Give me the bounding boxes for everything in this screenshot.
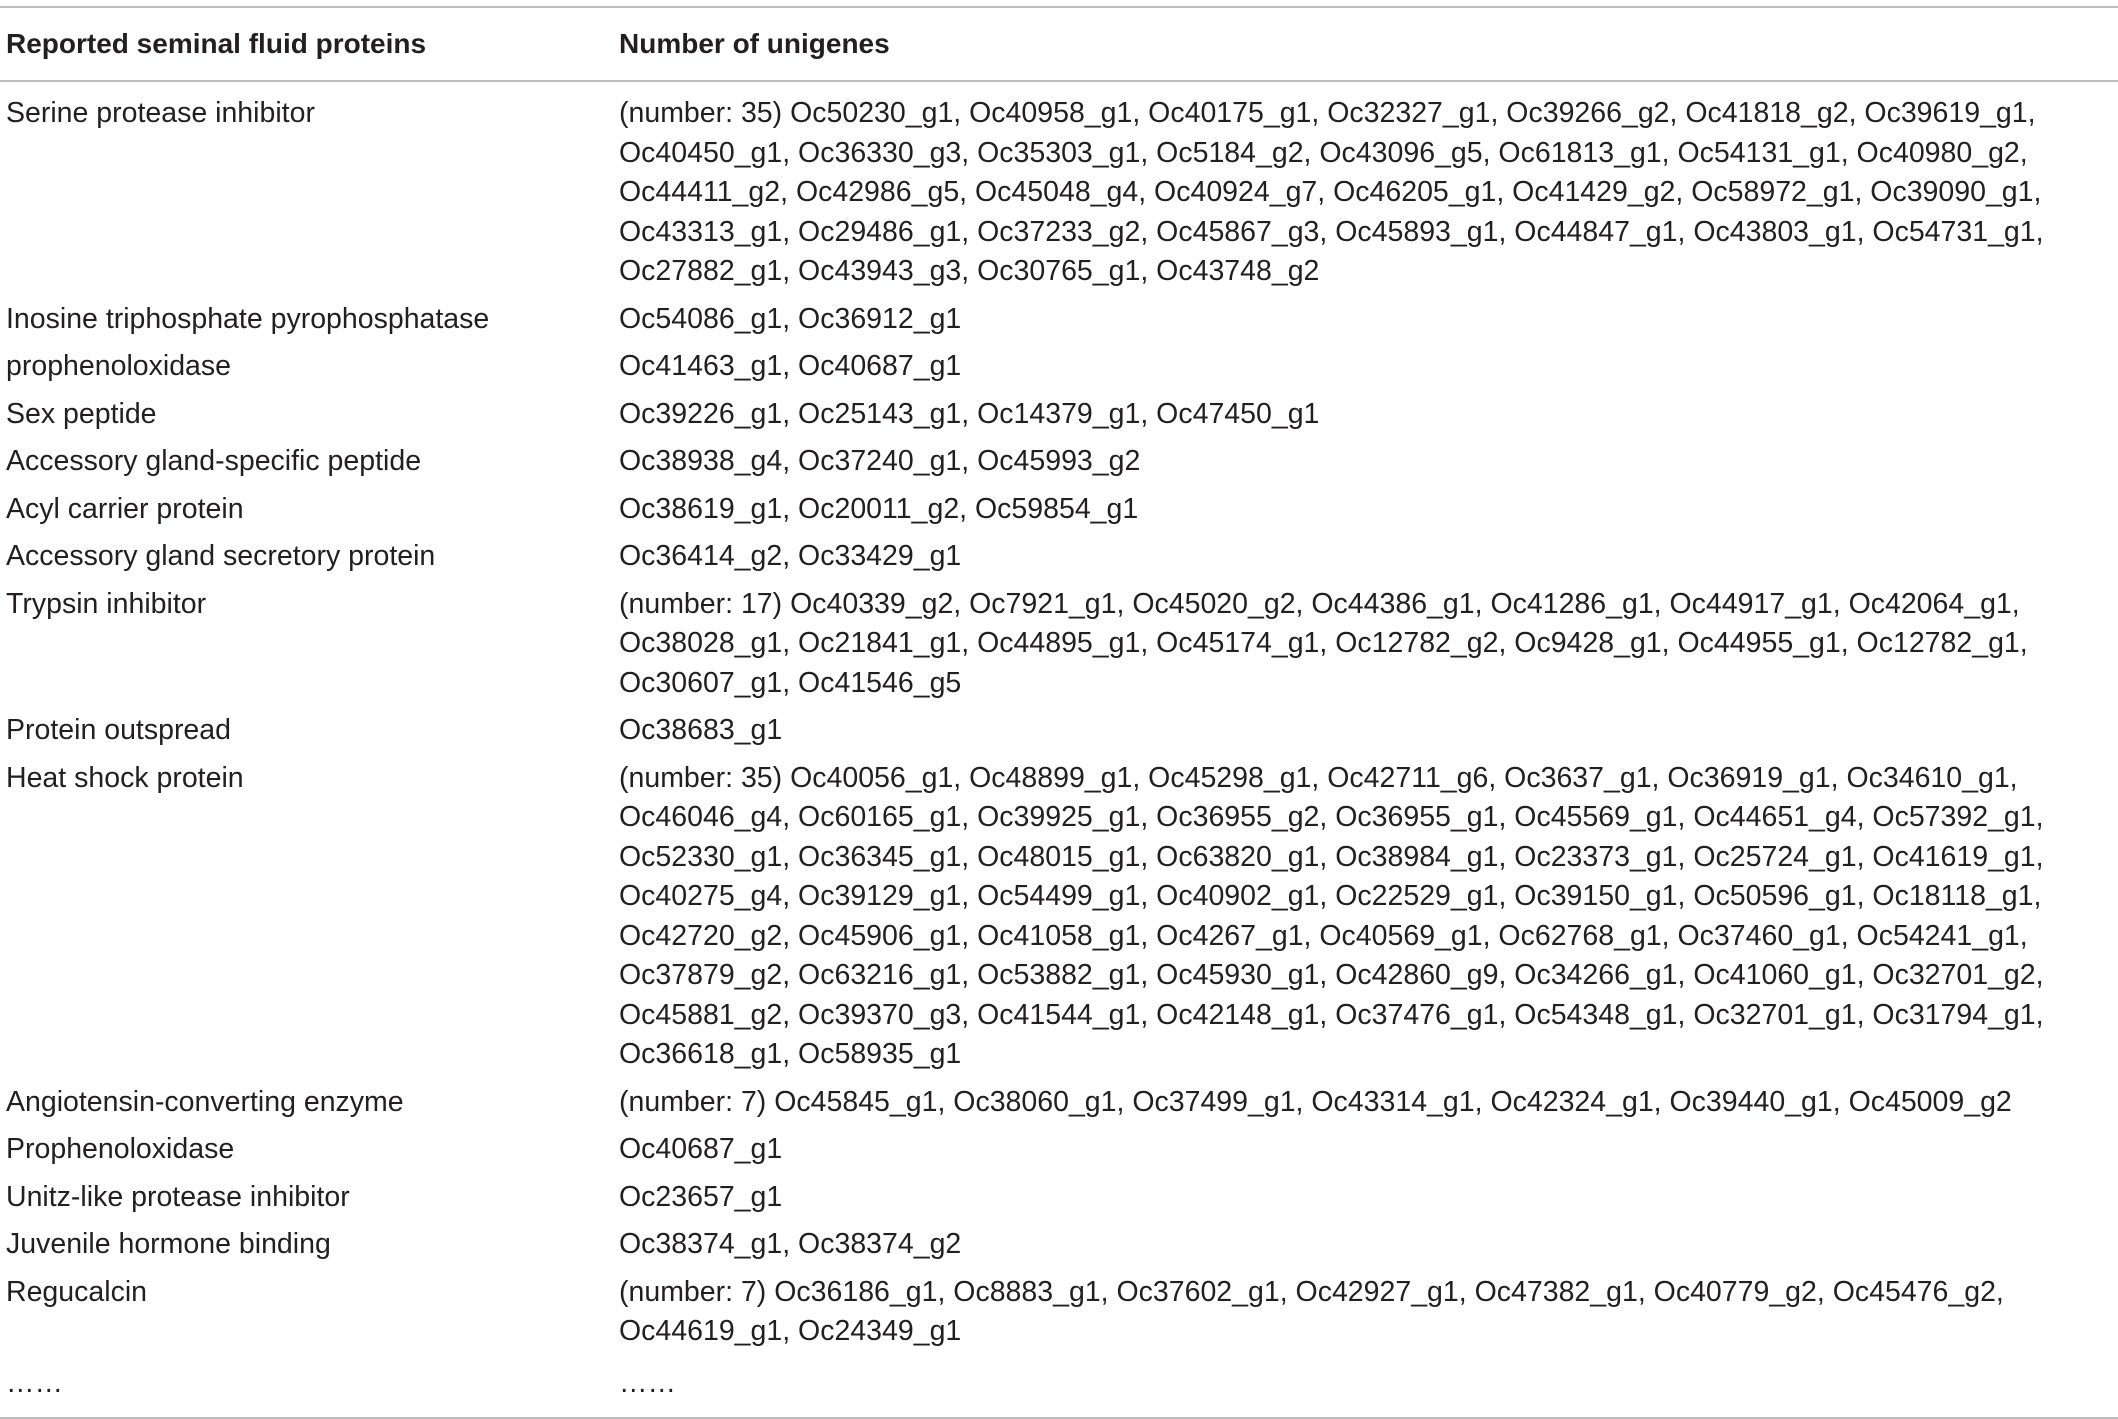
table-row (0, 1174, 2118, 1222)
cell-protein: Inosine triphosphate pyrophosphatase (6, 302, 490, 335)
cell-protein: Heat shock protein (6, 761, 244, 794)
cell-protein: …… (6, 1366, 63, 1399)
cell-protein: Regucalcin (6, 1275, 147, 1308)
header-unigenes: Number of unigenes (619, 28, 890, 59)
table-row (0, 81, 2118, 296)
table-row (0, 391, 2118, 439)
table-row (0, 581, 2118, 708)
cell-protein: Accessory gland secretory protein (6, 540, 436, 572)
table-row (0, 296, 2118, 344)
cell-unigenes: (number: 35) Oc40056_g1, Oc48899_g1, Oc45298_g1, Oc42711_g6, Oc3637_g1, Oc36919_g1, Oc34610_g1, Oc46046_g4, Oc60165_g1, Oc39925_g1, Oc36955_g2, Oc36955_g1, Oc45569_g1, Oc44651_g4, Oc57392_g1, Oc52330_g1, Oc36345_g1, Oc48015_g1, Oc63820_g1, Oc38984_g1, Oc23373_g1, Oc25724_g1, Oc41619_g1, Oc40275_g4, Oc39129_g1, Oc54499_g1, Oc40902_g1, Oc22529_g1, Oc39150_g1, Oc50596_g1, Oc18118_g1, Oc42720_g2, Oc45906_g1, Oc41058_g1, Oc4267_g1, Oc40569_g1, Oc62768_g1, Oc37460_g1, Oc54241_g1, Oc37879_g2, Oc63216_g1, Oc53882_g1, Oc45930_g1, Oc42860_g9, Oc34266_g1, Oc41060_g1, Oc32701_g2, Oc45881_g2, Oc39370_g3, Oc41544_g1, Oc42148_g1, Oc37476_g1, Oc54348_g1, Oc32701_g1, Oc31794_g1, Oc36618_g1, Oc58935_g1 (619, 761, 2044, 1070)
cell-unigenes: Oc54086_g1, Oc36912_g1 (619, 302, 962, 335)
data-table (0, 6, 2118, 1419)
cell-protein: Sex peptide (6, 397, 157, 430)
table-body (0, 81, 2118, 1418)
cell-unigenes: (number: 17) Oc40339_g2, Oc7921_g1, Oc45020_g2, Oc44386_g1, Oc41286_g1, Oc44917_g1, Oc42064_g1, Oc38028_g1, Oc21841_g1, Oc44895_g1, Oc45174_g1, Oc12782_g2, Oc9428_g1, Oc44955_g1, Oc12782_g1, Oc30607_g1, Oc41546_g5 (619, 587, 2028, 699)
cell-protein: Serine protease inhibitor (6, 97, 315, 129)
cell-protein: Accessory gland-specific peptide (6, 445, 422, 477)
cell-unigenes: Oc38374_g1, Oc38374_g2 (619, 1228, 962, 1260)
cell-unigenes: Oc38683_g1 (619, 714, 783, 746)
cell-protein: Angiotensin-converting enzyme (6, 1085, 404, 1118)
seminal-fluid-proteins-table (0, 6, 2118, 1419)
table-row (0, 707, 2118, 755)
cell-unigenes: Oc23657_g1 (619, 1180, 783, 1213)
cell-unigenes: Oc38938_g4, Oc37240_g1, Oc45993_g2 (619, 445, 1141, 477)
table-row (0, 1356, 2118, 1419)
cell-unigenes: Oc39226_g1, Oc25143_g1, Oc14379_g1, Oc47450_g1 (619, 397, 1320, 430)
cell-unigenes: (number: 7) Oc45845_g1, Oc38060_g1, Oc37499_g1, Oc43314_g1, Oc42324_g1, Oc39440_g1, Oc45009_g2 (619, 1085, 2012, 1118)
cell-protein: Unitz-like protease inhibitor (6, 1180, 350, 1213)
cell-protein: Acyl carrier protein (6, 492, 244, 525)
table-row (0, 438, 2118, 486)
table-row (0, 343, 2118, 391)
header-protein: Reported seminal fluid proteins (6, 28, 427, 59)
cell-unigenes: Oc41463_g1, Oc40687_g1 (619, 350, 962, 382)
table-row (0, 1079, 2118, 1127)
header-row (0, 7, 2118, 81)
table-row (0, 486, 2118, 534)
cell-protein: Trypsin inhibitor (6, 587, 207, 620)
cell-unigenes: Oc38619_g1, Oc20011_g2, Oc59854_g1 (619, 492, 1139, 525)
table-row (0, 1126, 2118, 1174)
cell-unigenes: (number: 7) Oc36186_g1, Oc8883_g1, Oc37602_g1, Oc42927_g1, Oc47382_g1, Oc40779_g2, Oc45476_g2, Oc44619_g1, Oc24349_g1 (619, 1275, 2004, 1347)
table-row (0, 1221, 2118, 1269)
table-row (0, 1269, 2118, 1356)
table-row (0, 533, 2118, 581)
cell-protein: prophenoloxidase (6, 350, 232, 382)
cell-unigenes: Oc40687_g1 (619, 1133, 783, 1165)
cell-unigenes: (number: 35) Oc50230_g1, Oc40958_g1, Oc40175_g1, Oc32327_g1, Oc39266_g2, Oc41818_g2, Oc39619_g1, Oc40450_g1, Oc36330_g3, Oc35303_g1, Oc5184_g2, Oc43096_g5, Oc61813_g1, Oc54131_g1, Oc40980_g2, Oc44411_g2, Oc42986_g5, Oc45048_g4, Oc40924_g7, Oc46205_g1, Oc41429_g2, Oc58972_g1, Oc39090_g1, Oc43313_g1, Oc29486_g1, Oc37233_g2, Oc45867_g3, Oc45893_g1, Oc44847_g1, Oc43803_g1, Oc54731_g1, Oc27882_g1, Oc43943_g3, Oc30765_g1, Oc43748_g2 (619, 97, 2044, 287)
table-header (0, 7, 2118, 81)
cell-protein: Juvenile hormone binding (6, 1228, 331, 1260)
table-row (0, 755, 2118, 1079)
cell-protein: Prophenoloxidase (6, 1133, 235, 1165)
cell-protein: Protein outspread (6, 714, 231, 746)
cell-unigenes: Oc36414_g2, Oc33429_g1 (619, 540, 962, 572)
cell-unigenes: …… (619, 1366, 676, 1399)
